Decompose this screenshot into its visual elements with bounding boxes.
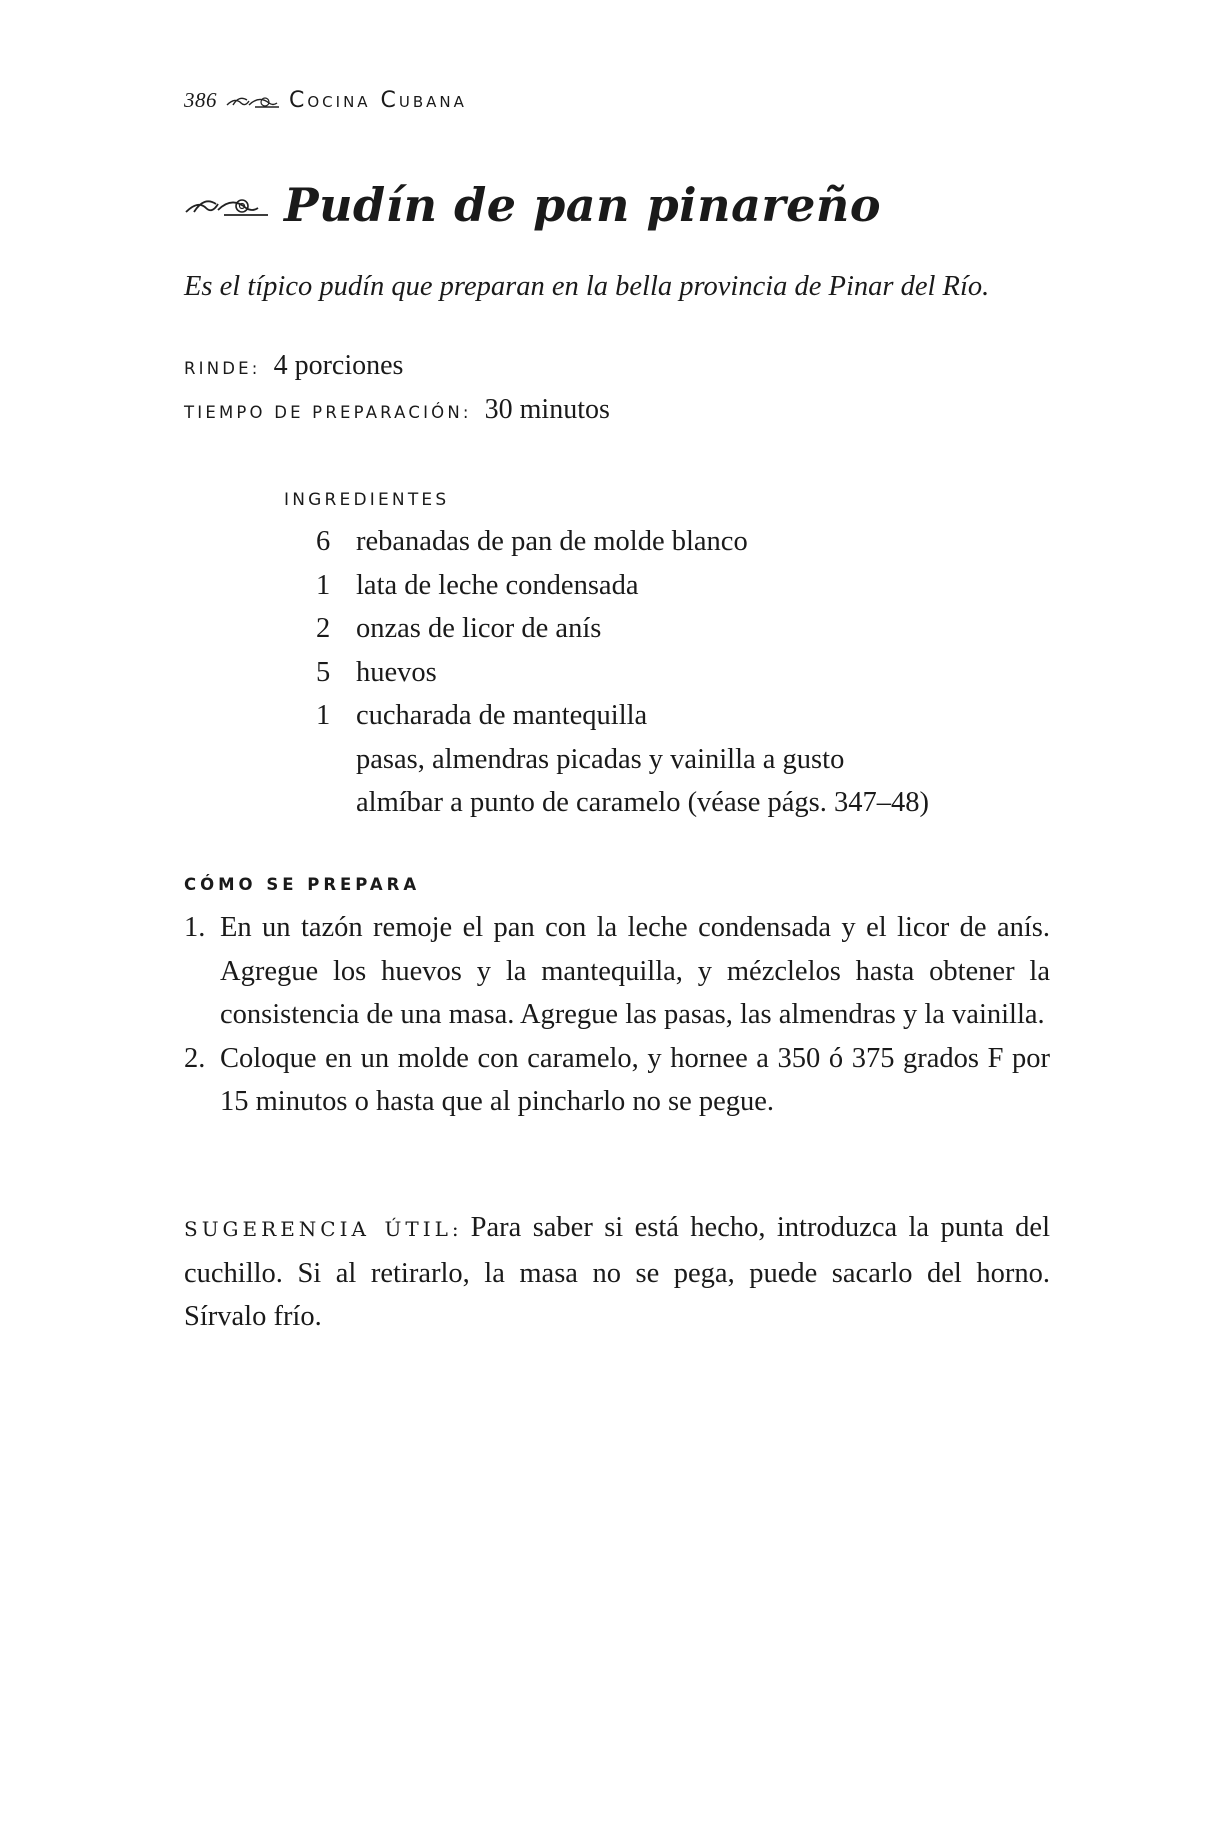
ingredient-qty xyxy=(300,738,356,782)
ingredient-item xyxy=(300,781,929,825)
step-number: 1. xyxy=(184,912,206,943)
ingredient-item xyxy=(300,651,929,695)
flourish-ornament-icon xyxy=(184,190,270,220)
prep-time-line xyxy=(184,394,610,426)
prep-time-label: TIEMPO DE PREPARACIÓN: xyxy=(184,403,472,422)
recipe-title: Pudín de pan pinareño xyxy=(284,178,882,232)
ingredient-text: lata de leche condensada xyxy=(356,569,639,601)
yield-value: 4 porciones xyxy=(273,350,404,381)
ingredient-qty: 6 xyxy=(316,526,331,557)
ingredient-qty: 5 xyxy=(316,656,331,688)
page-number: 386 xyxy=(184,88,217,112)
ingredient-item xyxy=(300,694,929,738)
ingredient-qty: 2 xyxy=(316,613,331,644)
ingredient-qty xyxy=(300,781,356,825)
ingredient-text: onzas de licor de anís xyxy=(356,613,602,644)
ingredient-text: almíbar a punto de caramelo (véase págs. 347–48) xyxy=(356,787,929,818)
yield-label: RINDE: xyxy=(184,359,261,378)
ingredients-list xyxy=(300,520,929,825)
prep-time-value: 30 minutos xyxy=(484,394,610,425)
step-text: En un tazón remoje el pan con la leche condensada y el licor de anís. Agregue los huevos y la mantequilla, y mézclelos hasta obtener la consistencia de una masa. Agregue las pasas, las almendras y la vainilla. xyxy=(220,912,1050,1030)
ingredient-text: pasas, almendras picadas y vainilla a gusto xyxy=(356,743,845,775)
ingredient-text: cucharada de mantequilla xyxy=(356,700,648,731)
step-text: Coloque en un molde con caramelo, y hornee a 350 ó 375 grados F por 15 minutos o hasta que al pincharlo no se pegue. xyxy=(220,1042,1050,1117)
preparation-steps xyxy=(184,906,1050,1124)
ingredient-text: rebanadas de pan de molde blanco xyxy=(356,526,748,557)
yield-line xyxy=(184,350,403,382)
tip-label: SUGERENCIA ÚTIL: xyxy=(184,1217,463,1241)
ingredient-item xyxy=(300,738,929,782)
step-item xyxy=(184,1037,1050,1124)
recipe-intro: Es el típico pudín que preparan en la bella provincia de Pinar del Río. xyxy=(184,271,990,302)
ingredient-item xyxy=(300,607,929,651)
ingredient-text: huevos xyxy=(356,656,437,688)
running-head xyxy=(184,88,467,113)
step-number: 2. xyxy=(184,1042,206,1074)
helpful-tip xyxy=(184,1206,1050,1339)
ingredient-qty: 1 xyxy=(316,700,331,731)
book-title: Cocina Cubana xyxy=(289,88,467,113)
ingredient-qty: 1 xyxy=(316,569,331,601)
tip-text: Para saber si está hecho, introduzca la punta del cuchillo. Si al retirarlo, la masa no se pega, puede sacarlo del horno. Sírvalo frío. xyxy=(184,1212,1050,1332)
recipe-title-row xyxy=(184,178,881,232)
flourish-ornament-icon xyxy=(225,91,281,111)
preparation-heading: CÓMO SE PREPARA xyxy=(184,875,421,894)
ingredient-item xyxy=(300,564,929,608)
ingredients-heading: INGREDIENTES xyxy=(284,490,450,510)
step-item xyxy=(184,906,1050,1037)
ingredient-item xyxy=(300,520,929,564)
